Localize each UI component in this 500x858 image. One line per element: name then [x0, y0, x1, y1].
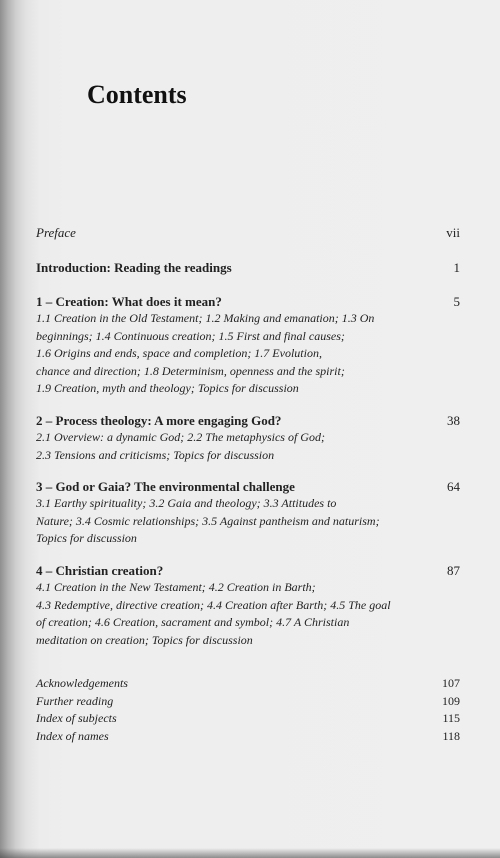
toc-entry-page: 109 [442, 693, 460, 708]
toc-subsection-line: 1.9 Creation, myth and theology; Topics for discussion [36, 381, 299, 396]
toc-subsection-line: meditation on creation; Topics for discussion [36, 632, 253, 647]
toc-entry-further-reading [36, 693, 460, 711]
toc-entry-label: 2 – Process theology: A more engaging God? [36, 412, 282, 428]
toc-entry-label: Preface [36, 225, 76, 240]
toc-subsection-line: 4.1 Creation in the New Testament; 4.2 Creation in Barth; [36, 579, 316, 594]
table-of-contents [36, 224, 460, 745]
toc-subsection-line: 3.1 Earthy spirituality; 3.2 Gaia and theology; 3.3 Attitudes to [36, 496, 337, 511]
toc-entry-page: vii [446, 225, 460, 240]
toc-subsection-line: of creation; 4.6 Creation, sacrament and symbol; 4.7 A Christian [36, 615, 350, 630]
toc-entry-label: Index of names [36, 728, 109, 743]
toc-subsection-line: 2.3 Tensions and criticisms; Topics for discussion [36, 447, 275, 462]
toc-entry-label: Index of subjects [36, 711, 117, 726]
toc-subsection-line: 1.6 Origins and ends, space and completion; 1.7 Evolution, [36, 346, 322, 361]
toc-entry-page: 87 [447, 562, 460, 578]
toc-subsection-line: 1.1 Creation in the Old Testament; 1.2 Making and emanation; 1.3 On [36, 311, 375, 325]
toc-subsection-line: Topics for discussion [36, 531, 137, 546]
toc-entry-page: 107 [442, 676, 460, 691]
toc-subsection-line: Nature; 3.4 Cosmic relationships; 3.5 Against pantheism and naturism; [36, 513, 380, 528]
toc-entry-label: 3 – God or Gaia? The environmental challenge [36, 479, 295, 495]
toc-entry-chapter-2 [36, 412, 460, 464]
toc-entry-index-of-names [36, 728, 460, 746]
toc-entry-introduction [36, 259, 460, 276]
toc-entry-label: Acknowledgements [36, 676, 128, 691]
toc-entry-page: 38 [447, 412, 460, 428]
toc-entry-label: Introduction: Reading the readings [36, 260, 232, 275]
toc-entry-index-of-subjects [36, 710, 460, 728]
toc-entry-acknowledgements [36, 675, 460, 693]
toc-subsection-line: 4.3 Redemptive, directive creation; 4.4 Creation after Barth; 4.5 The goal [36, 597, 391, 612]
toc-entry-chapter-3 [36, 478, 460, 548]
toc-subsection-line: chance and direction; 1.8 Determinism, openness and the spirit; [36, 363, 345, 378]
page-title: Contents [87, 80, 187, 109]
toc-subsection-line: 2.1 Overview: a dynamic God; 2.2 The metaphysics of God; [36, 429, 325, 444]
toc-entry-label: 4 – Christian creation? [36, 562, 164, 578]
toc-entry-page: 5 [453, 294, 460, 309]
toc-subsection-line: beginnings; 1.4 Continuous creation; 1.5 First and final causes; [36, 328, 345, 343]
toc-entry-chapter-1 [36, 293, 460, 398]
toc-entry-page: 118 [442, 728, 460, 743]
toc-back-matter [36, 675, 460, 745]
toc-entry-preface [36, 224, 460, 241]
page-bottom-edge [0, 848, 500, 858]
toc-entry-label: 1 – Creation: What does it mean? [36, 294, 222, 309]
toc-entry-page: 115 [442, 711, 460, 726]
toc-entry-chapter-4 [36, 562, 460, 649]
toc-entry-label: Further reading [36, 693, 114, 708]
toc-entry-page: 1 [453, 260, 460, 275]
toc-entry-page: 64 [447, 479, 460, 495]
